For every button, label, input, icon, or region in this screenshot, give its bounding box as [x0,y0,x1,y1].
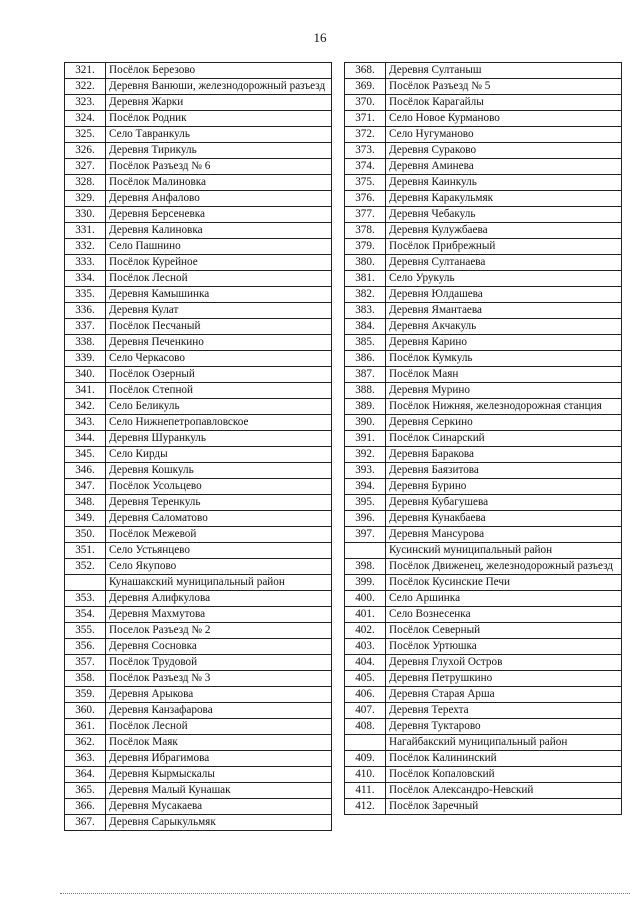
settlement-name: Деревня Тирикуль [106,143,332,159]
district-heading-row [65,575,332,591]
settlement-name: Посёлок Маян [386,367,622,383]
table-row [345,687,622,703]
settlement-name: Деревня Алифкулова [106,591,332,607]
table-row [345,559,622,575]
table-row [345,303,622,319]
settlement-name: Деревня Анфалово [106,191,332,207]
settlement-name: Деревня Кошкуль [106,463,332,479]
settlement-name: Посёлок Курейное [106,255,332,271]
row-number: 379. [345,239,386,255]
table-row [65,399,332,415]
row-number: 346. [65,463,106,479]
row-number: 387. [345,367,386,383]
table-row [65,351,332,367]
settlement-name: Село Пашнино [106,239,332,255]
table-row [345,767,622,783]
row-number: 358. [65,671,106,687]
row-number: 350. [65,527,106,543]
settlements-table-left [64,62,332,831]
settlement-name: Село Тавранкуль [106,127,332,143]
row-number: 411. [345,783,386,799]
row-number: 398. [345,559,386,575]
row-number: 337. [65,319,106,335]
settlement-name: Село Аршинка [386,591,622,607]
row-number: 407. [345,703,386,719]
row-number: 392. [345,447,386,463]
row-number: 322. [65,79,106,95]
settlement-name: Село Вознесенка [386,607,622,623]
settlement-name: Посёлок Карагайлы [386,95,622,111]
settlement-name: Посёлок Нижняя, железнодорожная станция [386,399,622,415]
settlement-name: Деревня Туктарово [386,719,622,735]
settlement-name: Посёлок Разъезд № 3 [106,671,332,687]
table-row [65,591,332,607]
table-row [65,207,332,223]
settlement-name: Посёлок Лесной [106,719,332,735]
table-row [345,255,622,271]
row-number: 338. [65,335,106,351]
table-row [65,799,332,815]
row-number: 376. [345,191,386,207]
table-row [345,191,622,207]
row-number: 363. [65,751,106,767]
table-row [65,319,332,335]
settlement-name: Посёлок Копаловский [386,767,622,783]
settlement-name: Посёлок Кусинские Печи [386,575,622,591]
settlement-name: Посёлок Песчаный [106,319,332,335]
row-number: 375. [345,175,386,191]
settlement-name: Деревня Мурино [386,383,622,399]
settlement-name: Посёлок Озерный [106,367,332,383]
row-number: 349. [65,511,106,527]
table-row [345,319,622,335]
row-number: 374. [345,159,386,175]
row-number: 409. [345,751,386,767]
settlement-name: Посёлок Березово [106,63,332,79]
settlement-name: Посёлок Разъезд № 5 [386,79,622,95]
row-number: 384. [345,319,386,335]
row-number: 386. [345,351,386,367]
settlement-name: Деревня Ванюши, железнодорожный разъезд [106,79,332,95]
table-row [345,463,622,479]
row-number: 362. [65,735,106,751]
table-row [65,767,332,783]
empty-number-cell [345,543,386,559]
settlement-name: Деревня Кунакбаева [386,511,622,527]
table-row [65,447,332,463]
table-row [65,127,332,143]
table-row [345,527,622,543]
settlement-name: Деревня Серкино [386,415,622,431]
table-row [345,79,622,95]
table-row [65,703,332,719]
row-number: 336. [65,303,106,319]
right-table-body [345,63,622,815]
table-row [345,479,622,495]
table-row [345,63,622,79]
settlement-name: Деревня Саломатово [106,511,332,527]
settlement-name: Деревня Терехта [386,703,622,719]
district-heading: Кусинский муниципальный район [386,543,622,559]
row-number: 368. [345,63,386,79]
row-number: 344. [65,431,106,447]
table-row [65,527,332,543]
settlement-name: Деревня Теренкуль [106,495,332,511]
table-row [65,511,332,527]
row-number: 354. [65,607,106,623]
settlement-name: Село Устьянцево [106,543,332,559]
table-row [345,271,622,287]
settlement-name: Поселок Разъезд № 2 [106,623,332,639]
table-row [345,175,622,191]
district-heading-row [345,543,622,559]
settlement-name: Деревня Арыкова [106,687,332,703]
settlement-name: Деревня Султаныш [386,63,622,79]
table-row [65,159,332,175]
table-row [65,271,332,287]
row-number: 410. [345,767,386,783]
table-row [345,719,622,735]
table-row [345,671,622,687]
row-number: 345. [65,447,106,463]
row-number: 396. [345,511,386,527]
row-number: 339. [65,351,106,367]
settlement-name: Деревня Канзафарова [106,703,332,719]
row-number: 361. [65,719,106,735]
row-number: 369. [345,79,386,95]
settlement-name: Деревня Шуранкуль [106,431,332,447]
row-number: 327. [65,159,106,175]
settlement-name: Деревня Махмутова [106,607,332,623]
table-row [345,399,622,415]
settlement-name: Село Беликуль [106,399,332,415]
table-row [345,287,622,303]
row-number: 406. [345,687,386,703]
settlement-name: Деревня Баракова [386,447,622,463]
row-number: 405. [345,671,386,687]
row-number: 335. [65,287,106,303]
table-row [345,383,622,399]
table-row [65,751,332,767]
settlement-name: Деревня Жарки [106,95,332,111]
settlement-name: Посёлок Северный [386,623,622,639]
table-row [65,623,332,639]
settlement-name: Село Кирды [106,447,332,463]
settlement-name: Деревня Малый Кунашак [106,783,332,799]
settlement-name: Деревня Каракульмяк [386,191,622,207]
settlement-name: Деревня Аминева [386,159,622,175]
settlement-name: Деревня Кулат [106,303,332,319]
row-number: 334. [65,271,106,287]
table-row [65,367,332,383]
settlement-name: Деревня Баязитова [386,463,622,479]
table-row [65,255,332,271]
row-number: 326. [65,143,106,159]
table-row [345,591,622,607]
settlement-name: Деревня Сосновка [106,639,332,655]
table-row [65,639,332,655]
district-heading-row [345,735,622,751]
table-row [345,159,622,175]
table-row [345,415,622,431]
row-number: 385. [345,335,386,351]
table-row [65,63,332,79]
table-row [65,239,332,255]
row-number: 325. [65,127,106,143]
settlement-name: Посёлок Кумкуль [386,351,622,367]
district-heading: Кунашакский муниципальный район [106,575,332,591]
left-table-body [65,63,332,831]
empty-number-cell [65,575,106,591]
row-number: 357. [65,655,106,671]
row-number: 331. [65,223,106,239]
table-row [345,431,622,447]
settlement-name: Деревня Мусакаева [106,799,332,815]
table-row [65,607,332,623]
row-number: 383. [345,303,386,319]
row-number: 412. [345,799,386,815]
settlement-name: Деревня Султанаева [386,255,622,271]
row-number: 343. [65,415,106,431]
row-number: 329. [65,191,106,207]
row-number: 341. [65,383,106,399]
row-number: 352. [65,559,106,575]
settlement-name: Село Нижнепетропавловское [106,415,332,431]
row-number: 390. [345,415,386,431]
table-row [345,783,622,799]
settlement-name: Посёлок Калининский [386,751,622,767]
table-row [65,431,332,447]
settlement-name: Село Якупово [106,559,332,575]
row-number: 372. [345,127,386,143]
row-number: 388. [345,383,386,399]
row-number: 321. [65,63,106,79]
row-number: 364. [65,767,106,783]
settlement-name: Посёлок Разъезд № 6 [106,159,332,175]
bottom-divider [60,893,630,894]
row-number: 353. [65,591,106,607]
row-number: 408. [345,719,386,735]
row-number: 360. [65,703,106,719]
table-row [65,543,332,559]
row-number: 399. [345,575,386,591]
settlements-table-right [344,62,622,815]
table-row [65,191,332,207]
row-number: 402. [345,623,386,639]
settlement-name: Село Нугуманово [386,127,622,143]
row-number: 351. [65,543,106,559]
settlement-name: Посёлок Родник [106,111,332,127]
row-number: 323. [65,95,106,111]
table-row [345,367,622,383]
table-row [65,783,332,799]
table-row [345,351,622,367]
table-row [345,447,622,463]
table-row [345,511,622,527]
row-number: 324. [65,111,106,127]
row-number: 359. [65,687,106,703]
row-number: 340. [65,367,106,383]
settlement-name: Село Урукуль [386,271,622,287]
row-number: 389. [345,399,386,415]
row-number: 356. [65,639,106,655]
table-row [345,207,622,223]
row-number: 377. [345,207,386,223]
district-heading: Нагайбакский муниципальный район [386,735,622,751]
table-row [65,463,332,479]
settlement-name: Деревня Берсеневка [106,207,332,223]
settlement-name: Село Черкасово [106,351,332,367]
settlement-name: Деревня Бурино [386,479,622,495]
table-row [65,671,332,687]
row-number: 381. [345,271,386,287]
table-row [65,479,332,495]
table-row [65,95,332,111]
table-row [65,687,332,703]
settlement-name: Посёлок Движенец, железнодорожный разъезд [386,559,622,575]
settlement-name: Посёлок Малиновка [106,175,332,191]
settlement-name: Деревня Глухой Остров [386,655,622,671]
settlement-name: Посёлок Александро-Невский [386,783,622,799]
row-number: 332. [65,239,106,255]
row-number: 394. [345,479,386,495]
settlement-name: Деревня Сарыкульмяк [106,815,332,831]
settlement-name: Село Новое Курманово [386,111,622,127]
table-row [345,639,622,655]
row-number: 347. [65,479,106,495]
row-number: 330. [65,207,106,223]
table-row [65,559,332,575]
table-row [65,111,332,127]
table-row [65,735,332,751]
settlement-name: Посёлок Заречный [386,799,622,815]
table-row [65,303,332,319]
row-number: 380. [345,255,386,271]
settlement-name: Посёлок Маяк [106,735,332,751]
table-row [65,79,332,95]
row-number: 355. [65,623,106,639]
settlement-name: Посёлок Трудовой [106,655,332,671]
settlement-name: Деревня Мансурова [386,527,622,543]
row-number: 403. [345,639,386,655]
row-number: 404. [345,655,386,671]
row-number: 328. [65,175,106,191]
table-row [345,655,622,671]
table-row [345,623,622,639]
row-number: 348. [65,495,106,511]
settlement-name: Посёлок Усольцево [106,479,332,495]
row-number: 366. [65,799,106,815]
row-number: 370. [345,95,386,111]
table-row [345,799,622,815]
settlement-name: Деревня Ямантаева [386,303,622,319]
row-number: 397. [345,527,386,543]
settlement-name: Посёлок Синарский [386,431,622,447]
settlement-name: Деревня Каинкуль [386,175,622,191]
table-row [65,655,332,671]
row-number: 371. [345,111,386,127]
settlement-name: Посёлок Уртюшка [386,639,622,655]
table-row [65,287,332,303]
settlement-name: Деревня Печенкино [106,335,332,351]
table-row [345,703,622,719]
settlement-name: Посёлок Степной [106,383,332,399]
settlement-name: Деревня Акчакуль [386,319,622,335]
row-number: 393. [345,463,386,479]
table-row [345,143,622,159]
row-number: 395. [345,495,386,511]
table-row [345,751,622,767]
settlement-name: Деревня Ибрагимова [106,751,332,767]
table-row [345,607,622,623]
settlement-name: Деревня Калиновка [106,223,332,239]
settlement-name: Деревня Петрушкино [386,671,622,687]
row-number: 391. [345,431,386,447]
table-row [65,143,332,159]
table-row [65,335,332,351]
settlement-name: Посёлок Лесной [106,271,332,287]
settlement-name: Деревня Камышинка [106,287,332,303]
table-row [65,223,332,239]
table-row [345,95,622,111]
table-row [345,239,622,255]
row-number: 342. [65,399,106,415]
row-number: 367. [65,815,106,831]
row-number: 365. [65,783,106,799]
settlement-name: Посёлок Межевой [106,527,332,543]
settlement-name: Посёлок Прибрежный [386,239,622,255]
table-row [65,415,332,431]
table-row [65,383,332,399]
row-number: 333. [65,255,106,271]
table-row [345,111,622,127]
table-row [65,719,332,735]
row-number: 382. [345,287,386,303]
table-row [345,223,622,239]
row-number: 378. [345,223,386,239]
table-row [345,495,622,511]
settlement-name: Деревня Старая Арша [386,687,622,703]
settlement-name: Деревня Кубагушева [386,495,622,511]
settlement-name: Деревня Юлдашева [386,287,622,303]
table-row [65,175,332,191]
settlement-name: Деревня Кулужбаева [386,223,622,239]
settlement-name: Деревня Чебакуль [386,207,622,223]
empty-number-cell [345,735,386,751]
row-number: 401. [345,607,386,623]
table-row [65,815,332,831]
row-number: 373. [345,143,386,159]
table-row [345,575,622,591]
settlement-name: Деревня Карино [386,335,622,351]
table-row [65,495,332,511]
settlement-name: Деревня Кырмыскалы [106,767,332,783]
row-number: 400. [345,591,386,607]
settlement-name: Деревня Сураково [386,143,622,159]
page-number: 16 [313,30,327,45]
table-row [345,335,622,351]
table-row [345,127,622,143]
